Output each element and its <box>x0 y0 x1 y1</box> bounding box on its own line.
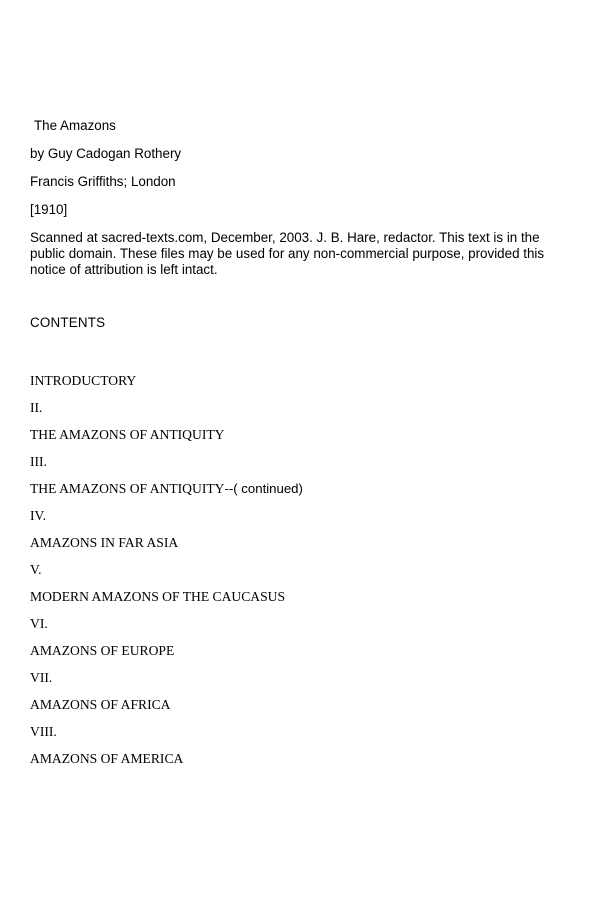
book-publisher: Francis Griffiths; London <box>30 174 176 189</box>
contents-numeral-viii <box>30 723 570 740</box>
contents-item-amazons-of-europe[interactable] <box>30 642 570 659</box>
contents-item-label: AMAZONS IN FAR ASIA <box>30 535 179 550</box>
contents-numeral-iii <box>30 453 570 470</box>
book-date: [1910] <box>30 202 68 217</box>
contents-item-label: AMAZONS OF AMERICA <box>30 751 184 766</box>
book-title: The Amazons <box>34 118 116 133</box>
contents-numeral-iv <box>30 507 570 524</box>
contents-item-amazons-of-antiquity[interactable] <box>30 426 570 443</box>
contents-item-amazons-of-antiquity-continued[interactable] <box>30 480 570 497</box>
contents-item-label: AMAZONS OF EUROPE <box>30 643 175 658</box>
contents-item-amazons-in-far-asia[interactable] <box>30 534 570 551</box>
contents-item-modern-amazons-of-the-caucasus[interactable] <box>30 588 570 605</box>
contents-item-amazons-of-america[interactable] <box>30 750 570 767</box>
contents-numeral-label: VI. <box>30 616 48 631</box>
contents-item-introductory[interactable] <box>30 372 570 389</box>
contents-numeral-ii <box>30 399 570 416</box>
contents-numeral-vi <box>30 615 570 632</box>
contents-item-label: INTRODUCTORY <box>30 373 137 388</box>
contents-item-amazons-of-africa[interactable] <box>30 696 570 713</box>
contents-numeral-v <box>30 561 570 578</box>
contents-list <box>30 372 570 767</box>
contents-numeral-label: II. <box>30 400 43 415</box>
contents-item-label: AMAZONS OF AFRICA <box>30 697 171 712</box>
contents-numeral-label: VII. <box>30 670 53 685</box>
contents-item-label: MODERN AMAZONS OF THE CAUCASUS <box>30 589 286 604</box>
contents-item-label: THE AMAZONS OF ANTIQUITY <box>30 481 225 496</box>
contents-item-continued-note: --( continued) <box>224 481 303 496</box>
contents-heading: CONTENTS <box>30 315 106 330</box>
contents-item-label: THE AMAZONS OF ANTIQUITY <box>30 427 225 442</box>
scan-notice: Scanned at sacred-texts.com, December, 2003. J. B. Hare, redactor. This text is in the public domain. These files may be used for any non-commercial purpose, provided this notice of attribution is left intact. <box>30 230 545 277</box>
contents-numeral-label: IV. <box>30 508 46 523</box>
contents-numeral-label: V. <box>30 562 42 577</box>
contents-numeral-label: VIII. <box>30 724 57 739</box>
contents-numeral-vii <box>30 669 570 686</box>
contents-numeral-label: III. <box>30 454 47 469</box>
book-byline: by Guy Cadogan Rothery <box>30 146 182 161</box>
